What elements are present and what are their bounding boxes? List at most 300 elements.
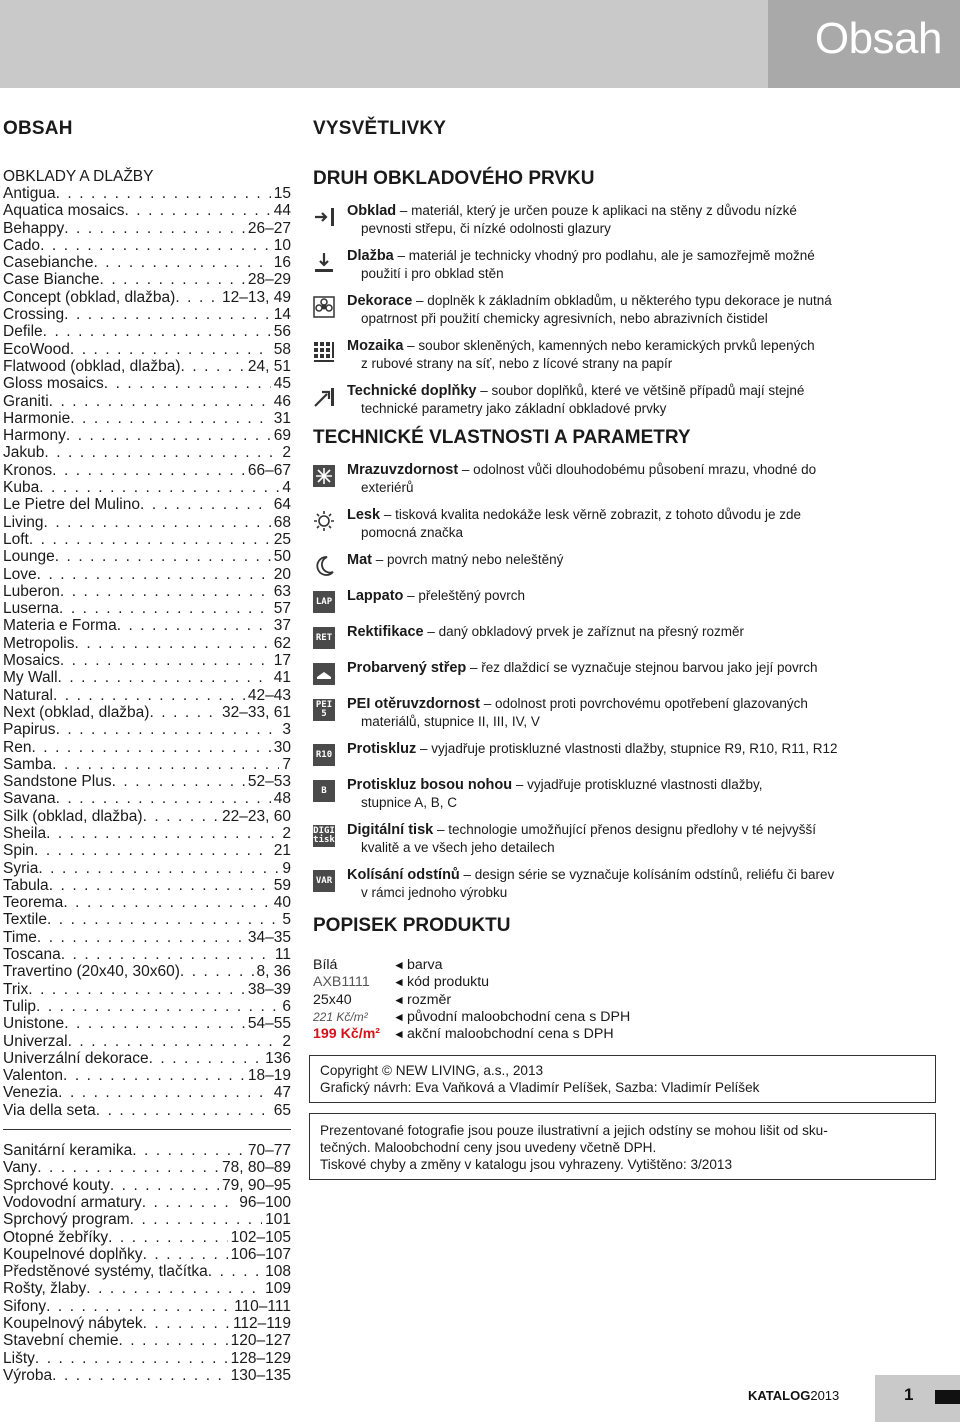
- toc-entry: [3, 825, 291, 842]
- toc-entry: [3, 756, 291, 773]
- r10-icon: R10: [313, 744, 335, 766]
- toc-entry-name: Koupelnové doplňky: [3, 1245, 143, 1263]
- toc-entry-name: Tabula: [3, 876, 49, 894]
- toc-entry-page: 18–19: [247, 1067, 291, 1085]
- toc-entry-name: Jakub: [3, 444, 45, 462]
- toc-entry-page: 66–67: [247, 461, 291, 479]
- toc-entry-name: Crossing: [3, 306, 65, 324]
- label-sample-value: 199 Kč/m²: [313, 1026, 381, 1043]
- legend-desc: – daný obkladový prvek je zaříznut na přesný rozměr: [423, 624, 744, 639]
- toc-entry-page: 54–55: [247, 1015, 291, 1033]
- toc-entry: [3, 704, 291, 721]
- toc-entry: [3, 271, 291, 288]
- moon-icon: [313, 555, 335, 577]
- toc-leader-dots: [46, 825, 279, 842]
- toc-leader-dots: [124, 202, 270, 219]
- legend-row: [313, 202, 953, 237]
- toc-entry-name: Luberon: [3, 582, 60, 600]
- toc-entry-name: Flatwood (obklad, dlažba): [3, 357, 181, 375]
- toc-entry: [3, 842, 291, 859]
- toc-entry-name: Cado: [3, 236, 41, 254]
- toc-entry: [3, 1229, 291, 1246]
- legend-desc: – doplněk k základním obkladům, u některého typu dekorace je nutná: [412, 293, 832, 308]
- toc-entry: [3, 323, 291, 340]
- legend-row: [313, 740, 953, 766]
- legend-desc: – materiál je technicky vhodný pro podlahu, ale je samozřejmě možné: [393, 248, 815, 263]
- legend-desc: – design série se vyznačuje kolísáním odstínů, reliéfu či barev: [459, 867, 835, 882]
- toc-leader-dots: [52, 756, 279, 773]
- legend-desc: – soubor doplňků, které ve většině případů mají stejné: [476, 383, 805, 398]
- copyright-box: [309, 1055, 936, 1103]
- toc-leader-dots: [58, 1084, 271, 1101]
- legend-desc: – vyjadřuje protiskluzné vlastnosti dlažby, stupnice R9, R10, R11, R12: [416, 741, 838, 756]
- toc-entry-name: Koupelnový nábytek: [3, 1315, 143, 1332]
- toc-entry-name: Natural: [3, 686, 53, 704]
- legend-row: [313, 659, 953, 685]
- floor-arrow-icon: [313, 251, 335, 273]
- toc-entry: [3, 1084, 291, 1101]
- toc-entry-page: 45: [273, 375, 291, 393]
- legend-text: [347, 821, 816, 856]
- legend-term: Lesk: [347, 507, 381, 523]
- legend-row: [313, 337, 953, 372]
- toc-entry-name: Time: [3, 928, 37, 946]
- toc-entry-name: Trix: [3, 980, 29, 998]
- toc-leader-dots: [96, 1102, 271, 1119]
- toc-entry: [3, 652, 291, 669]
- toc-entry-page: 6: [282, 997, 291, 1015]
- toc-leader-dots: [56, 185, 271, 202]
- toc-entry-page: 50: [273, 548, 291, 566]
- toc-entry-name: Harmony: [3, 427, 66, 445]
- toc-entry-page: 20: [273, 565, 291, 583]
- toc-entry: [3, 860, 291, 877]
- label-sample-value: 25x40: [313, 991, 352, 1008]
- toc-entry: [3, 963, 291, 980]
- legend-desc-cont: použití i pro obklad stěn: [361, 266, 504, 281]
- toc-entry: [3, 635, 291, 652]
- toc-entry: [3, 479, 291, 496]
- toc-entry: [3, 202, 291, 219]
- legend-desc: – soubor skleněných, kamenných nebo keramických prvků lepených: [403, 338, 815, 353]
- toc-entry: [3, 496, 291, 513]
- legend-desc: – odolnost proti povrchovému opotřebení glazovaných: [479, 696, 808, 711]
- toc-leader-dots: [38, 860, 279, 877]
- pointer-arrow-icon: ◄: [393, 1009, 405, 1024]
- toc-entry-page: 30: [273, 738, 291, 756]
- toc-entry-name: Spin: [3, 842, 35, 860]
- toc-leader-dots: [37, 1159, 219, 1176]
- legend-column: [313, 110, 953, 1180]
- toc-entry-page: 2: [282, 1032, 291, 1050]
- variation-icon: VAR: [313, 870, 335, 892]
- toc-leader-dots: [70, 341, 271, 358]
- toc-entry: [3, 514, 291, 531]
- toc-entry-name: Sifony: [3, 1297, 47, 1315]
- legend-row: [313, 461, 953, 496]
- toc-entry-page: 16: [273, 254, 291, 272]
- legend-term: PEI otěruvzdornost: [347, 696, 480, 712]
- toc-entry-name: Concept (obklad, dlažba): [3, 288, 176, 306]
- toc-entry-name: Next (obklad, dlažba): [3, 703, 150, 721]
- toc-leader-dots: [31, 739, 270, 756]
- notice-line: Tiskové chyby a změny v katalogu jsou vyhrazeny. Vytištěno: 3/2013: [320, 1157, 733, 1173]
- toc-entry-name: EcoWood: [3, 340, 70, 358]
- toc-entry-page: 10: [273, 236, 291, 254]
- toc-entry: [3, 1332, 291, 1349]
- toc-entry: [3, 583, 291, 600]
- toc-leader-dots: [49, 393, 271, 410]
- toc-entry-page: 12–13, 49: [222, 288, 291, 306]
- toc-leader-dots: [58, 669, 271, 686]
- legend-desc: – materiál, který je určen pouze k aplikaci na stěny z důvodu nízké: [396, 203, 797, 218]
- label-sample-value: AXB1111: [313, 974, 370, 991]
- toc-entry: [3, 393, 291, 410]
- copyright-line: Copyright © NEW LIVING, a.s., 2013: [320, 1063, 544, 1079]
- toc-entry-page: 63: [273, 582, 291, 600]
- legend-text: [347, 659, 817, 677]
- toc-entry-name: Love: [3, 565, 37, 583]
- toc-leader-dots: [43, 323, 271, 340]
- toc-entry-page: 9: [282, 859, 291, 877]
- toc-entry-page: 44: [273, 202, 291, 220]
- toc-entry: [3, 220, 291, 237]
- toc-leader-dots: [36, 998, 279, 1015]
- toc-entry-page: 46: [273, 392, 291, 410]
- toc-entry-name: Luserna: [3, 600, 60, 618]
- toc-entry-name: Behappy: [3, 219, 65, 237]
- toc-leader-dots: [44, 444, 279, 461]
- toc-leader-dots: [63, 1067, 245, 1084]
- toc-entry-page: 3: [282, 721, 291, 739]
- legend-text: [347, 202, 797, 237]
- toc-leader-dots: [143, 1315, 230, 1332]
- toc-entry-page: 106–107: [230, 1245, 291, 1263]
- toc-entry-name: Loft: [3, 530, 29, 548]
- toc-entry-name: Stavební chemie: [3, 1332, 119, 1350]
- toc-leader-dots: [130, 1211, 262, 1228]
- toc-entry-name: Sanitární keramika: [3, 1142, 133, 1160]
- toc-entry-name: Antigua: [3, 185, 56, 202]
- toc-leader-dots: [100, 271, 245, 288]
- toc-entry-name: Rošty, žlaby: [3, 1280, 87, 1298]
- toc-leader-dots: [28, 981, 245, 998]
- footer-catalog-label: KATALOG2013: [748, 1388, 840, 1403]
- toc-entry-name: Casebianche: [3, 254, 94, 272]
- toc-entry: [3, 894, 291, 911]
- toc-leader-dots: [112, 773, 245, 790]
- toc-entry-name: Kronos: [3, 461, 53, 479]
- toc-entry-name: Graniti: [3, 392, 49, 410]
- toc-column: [3, 110, 291, 1384]
- rectified-icon: RET: [313, 627, 335, 649]
- legend-row: [313, 695, 953, 730]
- toc-entry-name: Living: [3, 513, 44, 531]
- pointer-arrow-icon: ◄: [393, 992, 405, 1007]
- toc-entry-page: 79, 90–95: [222, 1176, 291, 1194]
- legend-term: Digitální tisk: [347, 822, 434, 838]
- toc-entry: [3, 289, 291, 306]
- toc-entry-page: 70–77: [247, 1142, 291, 1160]
- through-body-icon: [313, 663, 335, 685]
- toc-entry-page: 40: [273, 894, 291, 912]
- toc-entry-page: 15: [273, 185, 291, 202]
- toc-entry: [3, 790, 291, 807]
- toc-entry-page: 108: [265, 1263, 291, 1281]
- legend-row: [313, 776, 953, 811]
- toc-entry-page: 47: [273, 1084, 291, 1102]
- toc-entry: [3, 911, 291, 928]
- toc-entry-page: 101: [265, 1211, 291, 1229]
- toc-entry: [3, 773, 291, 790]
- toc-leader-dots: [46, 1298, 231, 1315]
- toc-entry-page: 7: [282, 755, 291, 773]
- toc-entry-page: 130–135: [230, 1366, 291, 1384]
- toc-entry-page: 78, 80–89: [222, 1159, 291, 1177]
- toc-leader-dots: [75, 635, 271, 652]
- legend-term: Dlažba: [347, 248, 394, 264]
- mosaic-grid-icon: [313, 341, 335, 363]
- toc-entry-page: 2: [282, 824, 291, 842]
- toc-entry-name: Otopné žebříky: [3, 1228, 109, 1246]
- toc-entry-name: Papirus: [3, 721, 56, 739]
- toc-leader-dots: [60, 652, 271, 669]
- toc-entry: [3, 1102, 291, 1119]
- legend-desc: – vyjadřuje protiskluzné vlastnosti dlažby,: [512, 777, 763, 792]
- section-element-type: DRUH OBKLADOVÉHO PRVKU: [313, 168, 595, 189]
- section-product-label: POPISEK PRODUKTU: [313, 915, 511, 936]
- toc-entry-page: 110–111: [234, 1297, 291, 1315]
- toc-entry: [3, 1211, 291, 1228]
- toc-entry: [3, 1298, 291, 1315]
- legend-desc-cont: opatrnost při použití chemicky agresivních, nebo abrazivních čistidel: [361, 311, 768, 326]
- toc-entry-page: 31: [273, 409, 291, 427]
- toc-entry-page: 128–129: [230, 1349, 291, 1367]
- toc-entry: [3, 600, 291, 617]
- legend-row: [313, 382, 953, 417]
- toc-entry-page: 59: [273, 876, 291, 894]
- legend-desc-cont: v rámci jednoho výrobku: [361, 885, 508, 900]
- legend-row: [313, 821, 953, 856]
- toc-leader-dots: [47, 911, 279, 928]
- toc-entry: [3, 410, 291, 427]
- toc-entry-name: Výroba: [3, 1366, 53, 1384]
- toc-entry-page: 24, 51: [247, 357, 291, 375]
- toc-leader-dots: [56, 790, 271, 807]
- legend-term: Lappato: [347, 588, 404, 604]
- toc-entry: [3, 981, 291, 998]
- toc-entry-name: Lounge: [3, 548, 55, 566]
- legend-desc: – tisková kvalita nedokáže lesk věrně zobrazit, z tohoto důvodu je zde: [380, 507, 802, 522]
- legend-desc: – přeleštěný povrch: [403, 588, 525, 603]
- legend-row: [313, 506, 953, 541]
- legend-term: Mozaika: [347, 338, 404, 354]
- legend-text: [347, 695, 808, 730]
- toc-entry-page: 41: [273, 669, 291, 687]
- legend-desc-cont: kvalitě a ve všech jeho detailech: [361, 840, 555, 855]
- toc-entry-name: Univerzal: [3, 1032, 68, 1050]
- toc-leader-dots: [180, 963, 254, 980]
- legend-desc: – odolnost vůči dlouhodobému působení mrazu, vhodné do: [458, 462, 817, 477]
- toc-entry-page: 64: [273, 496, 291, 514]
- legend-text: [347, 587, 525, 605]
- toc-leader-dots: [140, 496, 271, 513]
- toc-subhead: OBKLADY A DLAŽBY: [3, 168, 154, 185]
- tech-props-list: [313, 461, 953, 901]
- toc-entry-name: Venezia: [3, 1084, 59, 1102]
- legend-term: Rektifikace: [347, 624, 424, 640]
- toc-leader-dots: [39, 479, 279, 496]
- toc-leader-dots: [86, 1280, 262, 1297]
- toc-entry-page: 26–27: [247, 219, 291, 237]
- legend-term: Dekorace: [347, 293, 413, 309]
- page-number: 1: [904, 1385, 914, 1404]
- toc-entry-name: Travertino (20x40, 30x60): [3, 963, 180, 981]
- notice-line: Prezentované fotografie jsou pouze ilustrativní a jejich odstíny se mohou lišit od sku-: [320, 1123, 828, 1139]
- toc-entry-name: Univerzální dekorace: [3, 1049, 149, 1067]
- toc-entry: [3, 427, 291, 444]
- legend-text: [347, 623, 744, 641]
- legend-term: Kolísání odstínů: [347, 867, 460, 883]
- toc-entry: [3, 1367, 291, 1384]
- legend-text: [347, 247, 815, 282]
- label-description: barva: [407, 957, 443, 973]
- toc-leader-dots: [55, 548, 271, 565]
- toc-entry: [3, 341, 291, 358]
- toc-entry-name: Silk (obklad, dlažba): [3, 807, 143, 825]
- toc-entry-page: 65: [273, 1101, 291, 1119]
- toc-entry-name: Syria: [3, 859, 39, 877]
- toc-entry-name: Le Pietre del Mulino: [3, 496, 140, 514]
- label-description: původní maloobchodní cena s DPH: [407, 1008, 631, 1025]
- toc-entry-page: 17: [273, 652, 291, 670]
- toc-entry-page: 58: [273, 340, 291, 358]
- toc-entry: [3, 1067, 291, 1084]
- legend-desc: – řez dlaždicí se vyznačuje stejnou barvou jako její povrch: [466, 660, 818, 675]
- toc-leader-dots: [29, 531, 271, 548]
- footer-bar: [935, 1390, 960, 1404]
- toc-entry: [3, 185, 291, 202]
- legend-desc-cont: stupnice A, B, C: [361, 795, 458, 810]
- toc-entry: [3, 669, 291, 686]
- toc-entry-name: Lišty: [3, 1349, 35, 1367]
- label-description: kód produktu: [407, 974, 490, 991]
- toc-entry-page: 5: [282, 911, 291, 929]
- toc-entry-name: Gloss mosaics: [3, 375, 104, 393]
- legend-text: [347, 776, 763, 811]
- toc-title: OBSAH: [3, 118, 73, 139]
- toc-leader-dots: [68, 1033, 280, 1050]
- legend-desc-cont: technické parametry jako základní obkladové prvky: [361, 401, 667, 416]
- toc-list-bathroom: [3, 1142, 291, 1384]
- toc-entry-name: Metropolis: [3, 634, 75, 652]
- toc-entry-name: Teorema: [3, 894, 64, 912]
- toc-entry: [3, 306, 291, 323]
- toc-entry: [3, 1015, 291, 1032]
- legend-text: [347, 506, 801, 541]
- toc-entry: [3, 566, 291, 583]
- legend-text: [347, 337, 815, 372]
- toc-entry-page: 109: [265, 1280, 291, 1298]
- toc-leader-dots: [108, 1229, 228, 1246]
- legend-desc-cont: materiálů, stupnice II, III, IV, V: [361, 714, 540, 729]
- toc-entry-name: Sprchový program: [3, 1211, 130, 1229]
- toc-entry-page: 22–23, 60: [222, 807, 291, 825]
- toc-leader-dots: [104, 375, 271, 392]
- toc-entry-name: Aquatica mosaics: [3, 202, 125, 220]
- legend-title: VYSVĚTLIVKY: [313, 118, 447, 139]
- notice-box: [309, 1113, 936, 1180]
- toc-leader-dots: [56, 721, 280, 738]
- toc-entry-name: Sheila: [3, 824, 47, 842]
- label-description: rozměr: [407, 991, 452, 1008]
- toc-entry: [3, 358, 291, 375]
- toc-entry-name: Předstěnové systémy, tlačítka: [3, 1263, 208, 1281]
- toc-leader-dots: [93, 254, 270, 271]
- product-label-legend: [313, 957, 953, 1043]
- toc-entry-page: 25: [273, 530, 291, 548]
- toc-entry-page: 4: [282, 479, 291, 497]
- legend-term: Mat: [347, 552, 372, 568]
- legend-term: Protiskluz: [347, 741, 417, 757]
- toc-leader-dots: [70, 410, 271, 427]
- toc-entry-name: Kuba: [3, 479, 40, 497]
- toc-leader-dots: [64, 306, 271, 323]
- legend-row: [313, 292, 953, 327]
- toc-list-tiles: [3, 185, 291, 1119]
- toc-entry-name: Sprchové kouty: [3, 1176, 110, 1194]
- toc-leader-dots: [52, 1367, 228, 1384]
- toc-entry-page: 8, 36: [256, 963, 291, 981]
- barefoot-b-icon: B: [313, 780, 335, 802]
- toc-leader-dots: [149, 704, 219, 721]
- legend-desc-cont: z rubové strany na síť, nebo z lícové strany na papír: [361, 356, 673, 371]
- toc-entry: [3, 998, 291, 1015]
- toc-entry-page: 42–43: [247, 686, 291, 704]
- toc-entry-page: 28–29: [247, 271, 291, 289]
- toc-leader-dots: [37, 566, 271, 583]
- toc-leader-dots: [63, 894, 270, 911]
- lappato-icon: LAP: [313, 591, 335, 613]
- wall-arrow-icon: [313, 206, 335, 228]
- toc-entry: [3, 548, 291, 565]
- toc-entry: [3, 254, 291, 271]
- label-sample-value: 221 Kč/m²: [313, 1009, 368, 1024]
- page-title: Obsah: [814, 14, 942, 63]
- toc-entry-page: 112–119: [232, 1315, 291, 1332]
- legend-text: [347, 461, 816, 496]
- pei-icon: PEI 5: [313, 699, 335, 721]
- toc-entry: [3, 1050, 291, 1067]
- snowflake-icon: [313, 465, 335, 487]
- toc-entry: [3, 1033, 291, 1050]
- toc-entry-page: 69: [273, 427, 291, 445]
- legend-desc: – povrch matný nebo neleštěný: [371, 552, 564, 567]
- toc-entry: [3, 1280, 291, 1297]
- toc-entry: [3, 375, 291, 392]
- toc-entry: [3, 462, 291, 479]
- toc-entry: [3, 721, 291, 738]
- legend-row: [313, 247, 953, 282]
- legend-row: [313, 587, 953, 613]
- toc-entry-page: 11: [274, 946, 291, 964]
- notice-line: tečných. Maloobchodní ceny jsou uvedeny včetně DPH.: [320, 1140, 657, 1156]
- flower-decor-icon: [313, 296, 335, 318]
- toc-entry-name: Sandstone Plus: [3, 773, 112, 791]
- toc-leader-dots: [53, 687, 245, 704]
- toc-entry: [3, 1263, 291, 1280]
- legend-term: Mrazuvzdornost: [347, 462, 459, 478]
